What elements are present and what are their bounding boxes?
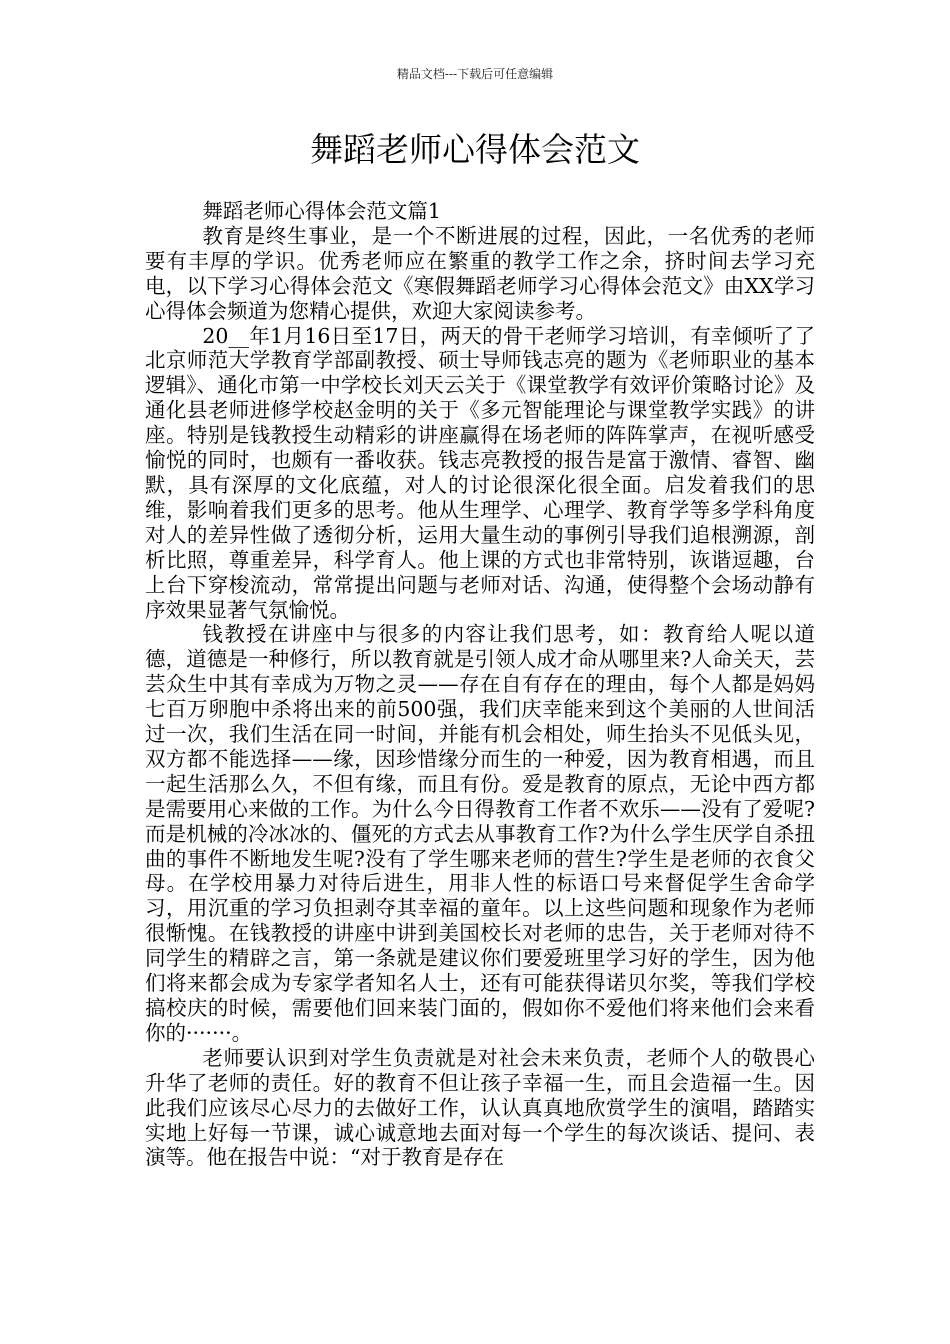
page-header-watermark: 精品文档---下载后可任意编辑 [396,67,554,81]
paragraph-intro: 教育是终生事业，是一个不断进展的过程，因此，一名优秀的老师要有丰厚的学识。优秀老师应在繁重的教学工作之余，挤时间去学习充电，以下学习心得体会范文《寒假舞蹈老师学习心得体会范文》由XX学习心得体会频道为您精心提供，欢迎大家阅读参考。 [145,223,815,323]
paragraph-responsibility: 老师要认识到对学生负责就是对社会未来负责，老师个人的敬畏心升华了老师的责任。好的教育不但让孩子幸福一生，而且会造福一生。因此我们应该尽心尽力的去做好工作，认认真真地欣赏学生的演唱，踏踏实实地上好每一节课，诚心诚意地去面对每一个学生的每次谈话、提问、表演等。他在报告中说：“对于教育是存在 [145,1045,815,1170]
document-body [145,199,815,1170]
paragraph-lecture-content: 钱教授在讲座中与很多的内容让我们思考，如：教育给人呢以道德，道德是一种修行，所以教育就是引领人成才命从哪里来?人命关天，芸芸众生中其有幸成为万物之灵——存在自有存在的理由，每个人都是妈妈七百万卵胞中杀将出来的前500强，我们庆幸能来到这个美丽的人世间活过一次，我们生活在同一时间，并能有机会相处，师生抬头不见低头见，双方都不能选择——缘，因珍惜缘分而生的一种爱，因为教育相遇，而且一起生活那么久，不但有缘，而且有份。爱是教育的原点，无论中西方都是需要用心来做的工作。为什么今日得教育工作者不欢乐——没有了爱呢?而是机械的冷冰冰的、僵死的方式去从事教育工作?为什么学生厌学自杀扭曲的事件不断地发生呢?没有了学生哪来老师的营生?学生是老师的衣食父母。在学校用暴力对待后进生，用非人性的标语口号来督促学生舍命学习，用沉重的学习负担剥夺其幸福的童年。以上这些问题和现象作为老师很惭愧。在钱教授的讲座中讲到美国校长对老师的忠告，关于老师对待不同学生的精辟之言，第一条就是建议你们要爱班里学习好的学生，因为他们将来都会成为专家学者知名人士，还有可能获得诺贝尔奖，等我们学校搞校庆的时候，需要他们回来装门面的，假如你不爱他们将来他们会来看你的·······。 [145,622,815,1045]
document-title: 舞蹈老师心得体会范文 [310,130,640,169]
section-heading: 舞蹈老师心得体会范文篇1 [202,199,441,223]
paragraph-training: 20__年1月16日至17日，两天的骨干老师学习培训，有幸倾听了了北京师范大学教育学部副教授、硕士导师钱志亮的题为《老师职业的基本逻辑》、通化市第一中学校长刘天云关于《课堂教学有效评价策略讨论》及通化县老师进修学校赵金明的关于《多元智能理论与课堂教学实践》的讲座。特别是钱教授生动精彩的讲座赢得在场老师的阵阵掌声，在视听感受愉悦的同时，也颇有一番收获。钱志亮教授的报告是富于激情、睿智、幽默，具有深厚的文化底蕴，对人的讨论很深化很全面。启发着我们的思维，影响着我们更多的思考。他从生理学、心理学、教育学等多学科角度对人的差异性做了透彻分析，运用大量生动的事例引导我们追根溯源，剖析比照，尊重差异，科学育人。他上课的方式也非常特别，诙谐逗趣，台上台下穿梭流动，常常提出问题与老师对话、沟通，使得整个会场动静有序效果显著气氛愉悦。 [145,323,815,622]
